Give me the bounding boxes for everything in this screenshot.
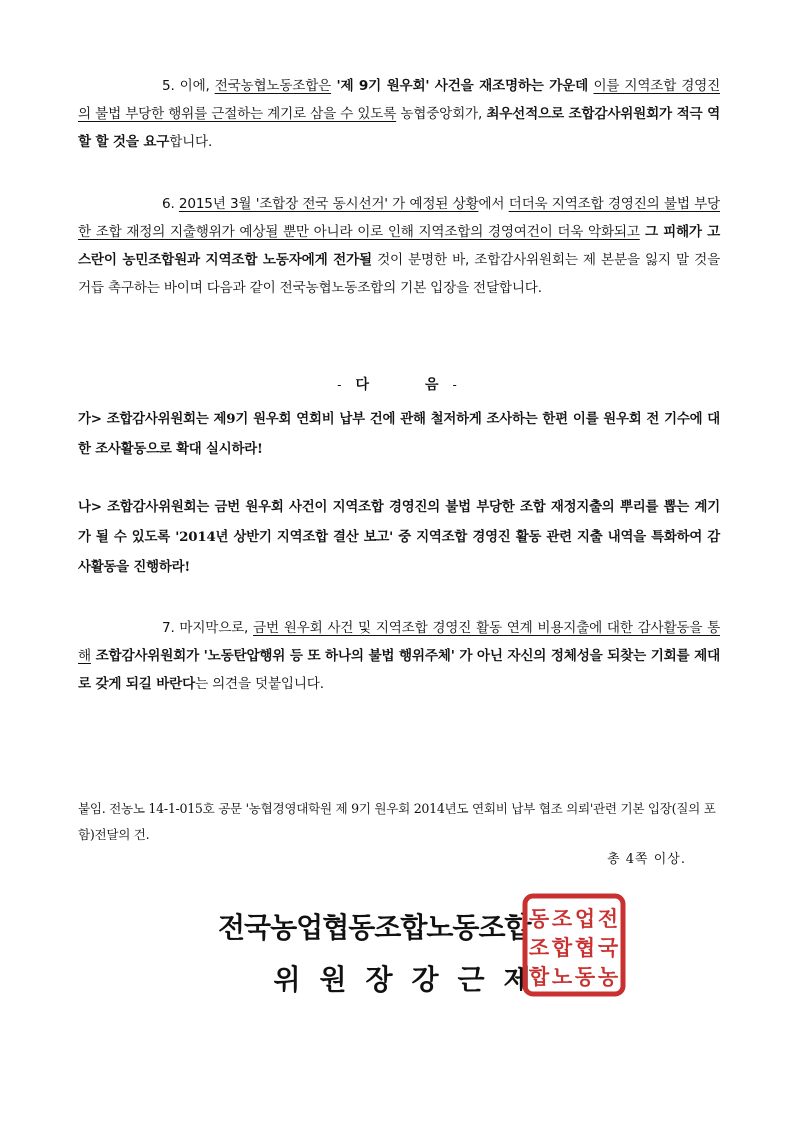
item-na: 나> 조합감사위원회는 금번 원우회 사건이 지역조합 경영진의 불법 부당한 조합 재정지출의 뿌리를 뽑는 계기가 될 수 있도록 '2014년 상반기 지역조합 결산 보고' 중 지역조합 경영진 활동 관련 지출 내역을 특화하여 감사활동을 진행하라! bbox=[78, 499, 720, 575]
organization-name: 전국농업협동조합노동조합 bbox=[218, 911, 531, 944]
chair-char: 강 bbox=[411, 963, 439, 996]
paragraph-6: 6. 2015년 3월 '조합장 전국 동시선거' 가 예정된 상황에서 더더욱 지역조합 경영진의 불법 부당한 조합 재정의 지출행위가 예상될 뿐만 아니라 이로 인해 지역조합의 경영여건이 더욱 악화되고 그 피해가 고스란이 농민조합원과 지역조합 노동자에게 전가될 것이 분명한 바, 조합감사위원회는 제 본분을 잃지 말 것을 거듭 촉구하는 바이며 다음과 같이 전국농협노동조합의 기본 입장을 전달합니다. bbox=[78, 196, 720, 296]
section-heading: - 다 음 - bbox=[337, 377, 457, 393]
seal-character: 업 bbox=[574, 906, 596, 931]
seal-character: 농 bbox=[597, 964, 619, 989]
chair-char: 근 bbox=[457, 963, 485, 996]
chair-char: 원 bbox=[319, 963, 347, 996]
seal-character: 동 bbox=[528, 906, 550, 931]
seal-character: 합 bbox=[551, 935, 573, 960]
seal-character: 조 bbox=[528, 935, 550, 960]
seal-character: 국 bbox=[597, 935, 619, 960]
item-ga: 가> 조합감사위원회는 제9기 원우회 연회비 납부 건에 관해 철저하게 조사하는 한편 이를 원우회 전 기수에 대한 조사활동으로 확대 실시하라! bbox=[78, 411, 720, 457]
seal-character: 전 bbox=[597, 906, 619, 931]
chairperson-name bbox=[264, 958, 540, 998]
paragraph-5: 5. 이에, 전국농협노동조합은 '제 9기 원우회' 사건을 재조명하는 가운데 이를 지역조합 경영진의 불법 부당한 행위를 근절하는 계기로 삼을 수 있도록 농협중앙회가, 최우선적으로 조합감사위원회가 적극 역할 할 것을 요구합니다. bbox=[78, 78, 721, 150]
total-pages: 총 4쪽 이상. bbox=[607, 852, 686, 867]
seal-character: 동 bbox=[574, 964, 596, 989]
seal-character: 합 bbox=[528, 964, 550, 989]
paragraph-7: 7. 마지막으로, 금번 원우회 사건 및 지역조합 경영진 활동 연계 비용지출에 대한 감사활동을 통해 조합감사위원회가 '노동탄압행위 등 또 하나의 불법 행위주체' 가 아닌 자신의 정체성을 되찾는 기회를 제대로 갖게 되길 바란다는 의견을 덧붙입니다. bbox=[78, 620, 721, 692]
seal-character: 노 bbox=[551, 964, 573, 989]
chair-char: 장 bbox=[365, 963, 393, 996]
seal-character: 협 bbox=[574, 935, 596, 960]
chair-char: 위 bbox=[273, 963, 301, 996]
attachment-note: 붙임. 전농노 14-1-015호 공문 '농협경영대학원 제 9기 원우회 2014년도 연회비 납부 협조 의뢰'관련 기본 입장(질의 포함)전달의 건. bbox=[78, 801, 716, 842]
official-seal bbox=[522, 893, 626, 997]
seal-character: 조 bbox=[551, 906, 573, 931]
chair-char: 제 bbox=[503, 963, 531, 996]
